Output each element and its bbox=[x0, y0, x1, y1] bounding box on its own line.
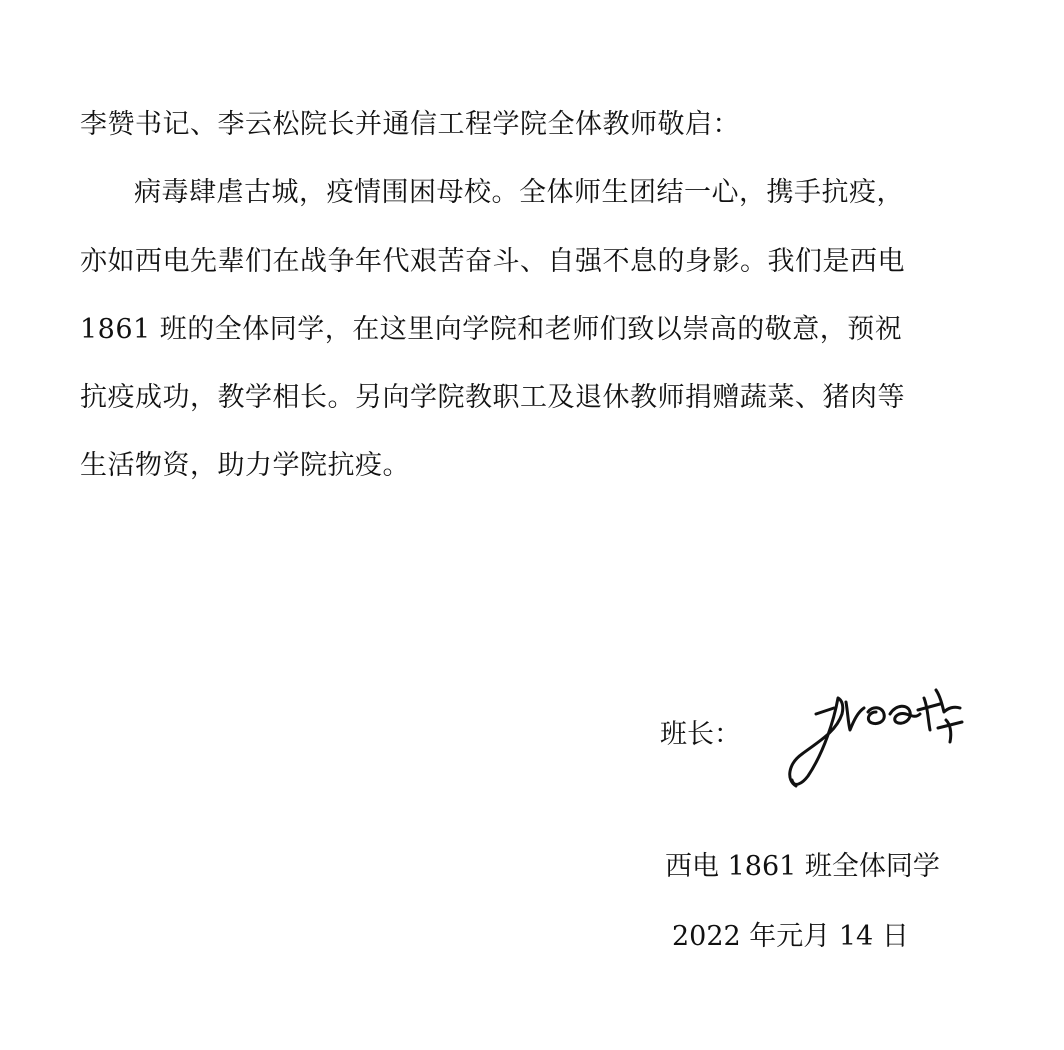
body-line-4: 抗疫成功，教学相长。另向学院教职工及退休教师捐赠蔬菜、猪肉等 bbox=[80, 382, 905, 413]
signature-label: 班长： bbox=[660, 719, 741, 750]
body-line-3: 1861 班的全体同学，在这里向学院和老师们致以崇高的敬意，预祝 bbox=[80, 314, 903, 345]
handwritten-signature bbox=[778, 668, 988, 798]
body-line-5: 生活物资，助力学院抗疫。 bbox=[80, 450, 410, 481]
body-line-1: 病毒肆虐古城，疫情围困母校。全体师生团结一心，携手抗疫， bbox=[134, 177, 904, 208]
body-line-2: 亦如西电先辈们在战争年代艰苦奋斗、自强不息的身影。我们是西电 bbox=[80, 246, 905, 277]
salutation: 李赞书记、李云松院长并通信工程学院全体教师敬启： bbox=[80, 109, 740, 140]
date-line: 2022 年元月 14 日 bbox=[672, 921, 909, 952]
sender-line: 西电 1861 班全体同学 bbox=[665, 851, 940, 882]
